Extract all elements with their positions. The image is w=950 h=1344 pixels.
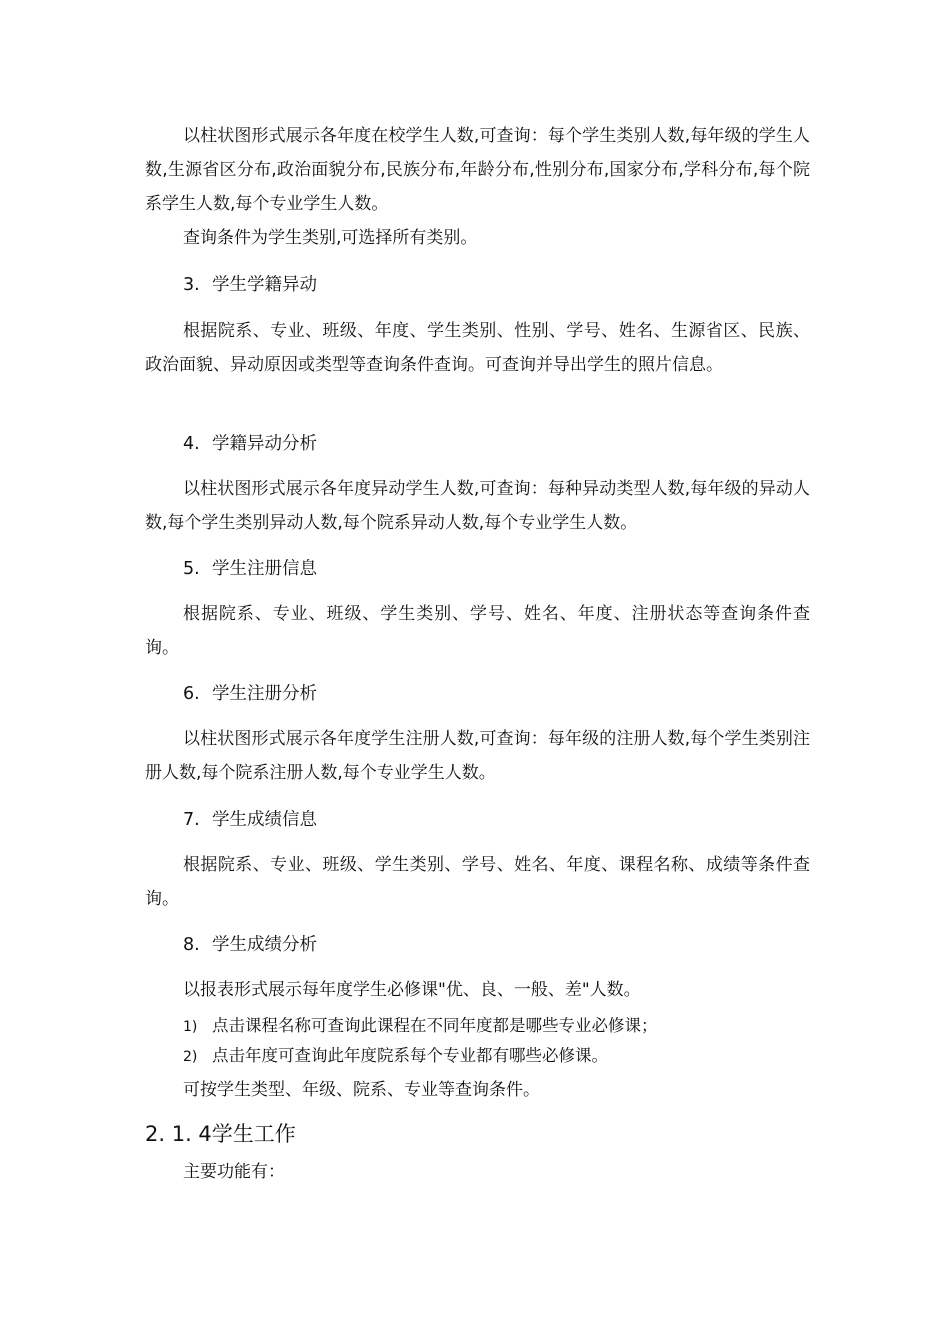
heading-8: [183, 930, 317, 960]
heading-title: 学生成绩分析: [212, 935, 317, 955]
paragraph-stats-overview: 以柱状图形式展示各年度在校学生人数,可查询：每个学生类别人数,每年级的学生人数,生源省区分布,政治面貌分布,民族分布,年龄分布,性别分布,国家分布,学科分布,每个院系学生人数,每个专业学生人数。: [145, 126, 810, 214]
paragraph-3: 根据院系、专业、班级、年度、学生类别、性别、学号、姓名、生源省区、民族、政治面貌、异动原因或类型等查询条件查询。可查询并导出学生的照片信息。: [145, 321, 810, 375]
heading-number: 7.: [183, 810, 200, 830]
heading-number: 5.: [183, 559, 200, 579]
heading-title: 学生注册信息: [212, 559, 317, 579]
heading-title: 学生注册分析: [212, 684, 317, 704]
paragraph-4: 以柱状图形式展示各年度异动学生人数,可查询：每种异动类型人数,每年级的异动人数,每个学生类别异动人数,每个院系异动人数,每个专业学生人数。: [145, 479, 810, 533]
list-item-number: 1): [183, 1019, 198, 1035]
heading-number: 6.: [183, 684, 200, 704]
heading-title: 学生成绩信息: [212, 810, 317, 830]
list-item-number: 2): [183, 1049, 198, 1065]
heading-6: [183, 679, 317, 709]
heading-5: [183, 554, 317, 584]
heading-number: 4.: [183, 434, 200, 454]
heading-title: 学生学籍异动: [212, 275, 317, 295]
section-heading: [145, 1118, 296, 1150]
heading-7: [183, 805, 317, 835]
heading-number: 8.: [183, 935, 200, 955]
paragraph-8: 以报表形式展示每年度学生必修课"优、良、一般、差"人数。: [183, 980, 641, 1000]
heading-title: 学籍异动分析: [212, 434, 317, 454]
heading-number: 3.: [183, 275, 200, 295]
list-item: [183, 1041, 608, 1072]
section-number: 2. 1. 4: [145, 1122, 212, 1146]
list-item-text: 点击年度可查询此年度院系每个专业都有哪些必修课。: [212, 1046, 608, 1065]
paragraph-5: 根据院系、专业、班级、学生类别、学号、姓名、年度、注册状态等查询条件查询。: [145, 604, 810, 658]
list-item-text: 点击课程名称可查询此课程在不同年度都是哪些专业必修课；: [212, 1016, 658, 1035]
heading-3: [183, 270, 317, 300]
section-title: 学生工作: [211, 1122, 296, 1146]
heading-4: [183, 429, 317, 459]
paragraph-6: 以柱状图形式展示各年度学生注册人数,可查询：每年级的注册人数,每个学生类别注册人数,每个院系注册人数,每个专业学生人数。: [145, 729, 810, 783]
paragraph-7: 根据院系、专业、班级、学生类别、学号、姓名、年度、课程名称、成绩等条件查询。: [145, 855, 810, 909]
paragraph-query-condition: 查询条件为学生类别,可选择所有类别。: [183, 228, 478, 248]
list-item: [183, 1011, 658, 1042]
paragraph-8-footer: 可按学生类型、年级、院系、专业等查询条件。: [183, 1080, 540, 1100]
paragraph-main-functions: 主要功能有：: [183, 1162, 285, 1182]
